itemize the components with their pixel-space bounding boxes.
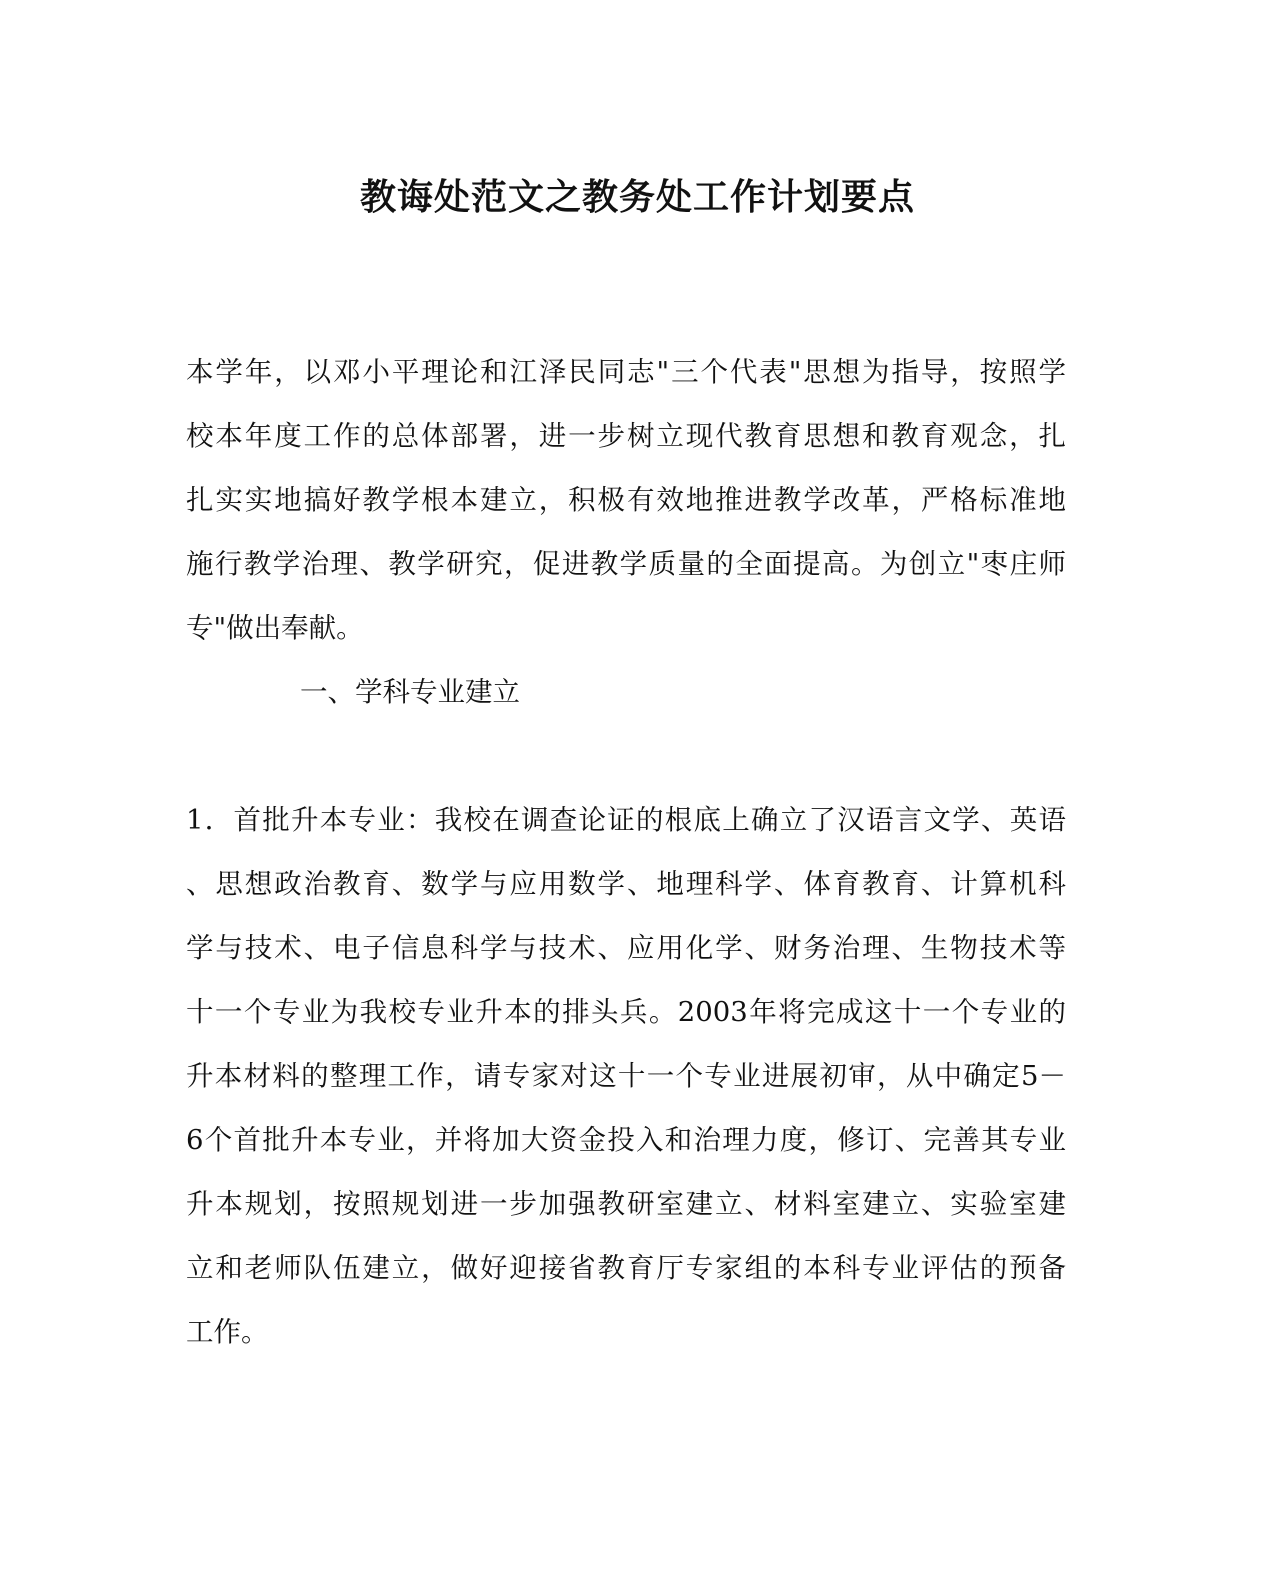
item1-line: 升本规划，按照规划进一步加强教研室建立、材料室建立、实验室建 [186, 1188, 1066, 1220]
item1-paragraph [186, 788, 1066, 1364]
item1-line: 立和老师队伍建立，做好迎接省教育厅专家组的本科专业评估的预备 [186, 1252, 1066, 1284]
intro-line: 扎实实地搞好教学根本建立，积极有效地推进教学改革，严格标准地 [186, 484, 1066, 516]
item1-line: 6个首批升本专业，并将加大资金投入和治理力度，修订、完善其专业 [186, 1124, 1066, 1156]
intro-line: 专"做出奉献。 [186, 612, 364, 644]
item1-line: 学与技术、电子信息科学与技术、应用化学、财务治理、生物技术等 [186, 932, 1066, 964]
section-heading: 一、学科专业建立 [300, 676, 520, 708]
intro-line: 本学年，以邓小平理论和江泽民同志"三个代表"思想为指导，按照学 [186, 356, 1066, 388]
intro-line: 施行教学治理、教学研究，促进教学质量的全面提高。为创立"枣庄师 [186, 548, 1066, 580]
item1-line: 工作。 [186, 1316, 269, 1348]
item1-line: 升本材料的整理工作，请专家对这十一个专业进展初审，从中确定5－ [186, 1060, 1066, 1092]
intro-paragraph [186, 340, 1066, 660]
item1-line: 十一个专业为我校专业升本的排头兵。2003年将完成这十一个专业的 [186, 996, 1066, 1028]
document-title: 教诲处范文之教务处工作计划要点 [359, 176, 915, 218]
item1-line: 、思想政治教育、数学与应用数学、地理科学、体育教育、计算机科 [186, 868, 1066, 900]
item1-line: 1．首批升本专业：我校在调查论证的根底上确立了汉语言文学、英语 [186, 804, 1066, 836]
intro-line: 校本年度工作的总体部署，进一步树立现代教育思想和教育观念，扎 [186, 420, 1066, 452]
